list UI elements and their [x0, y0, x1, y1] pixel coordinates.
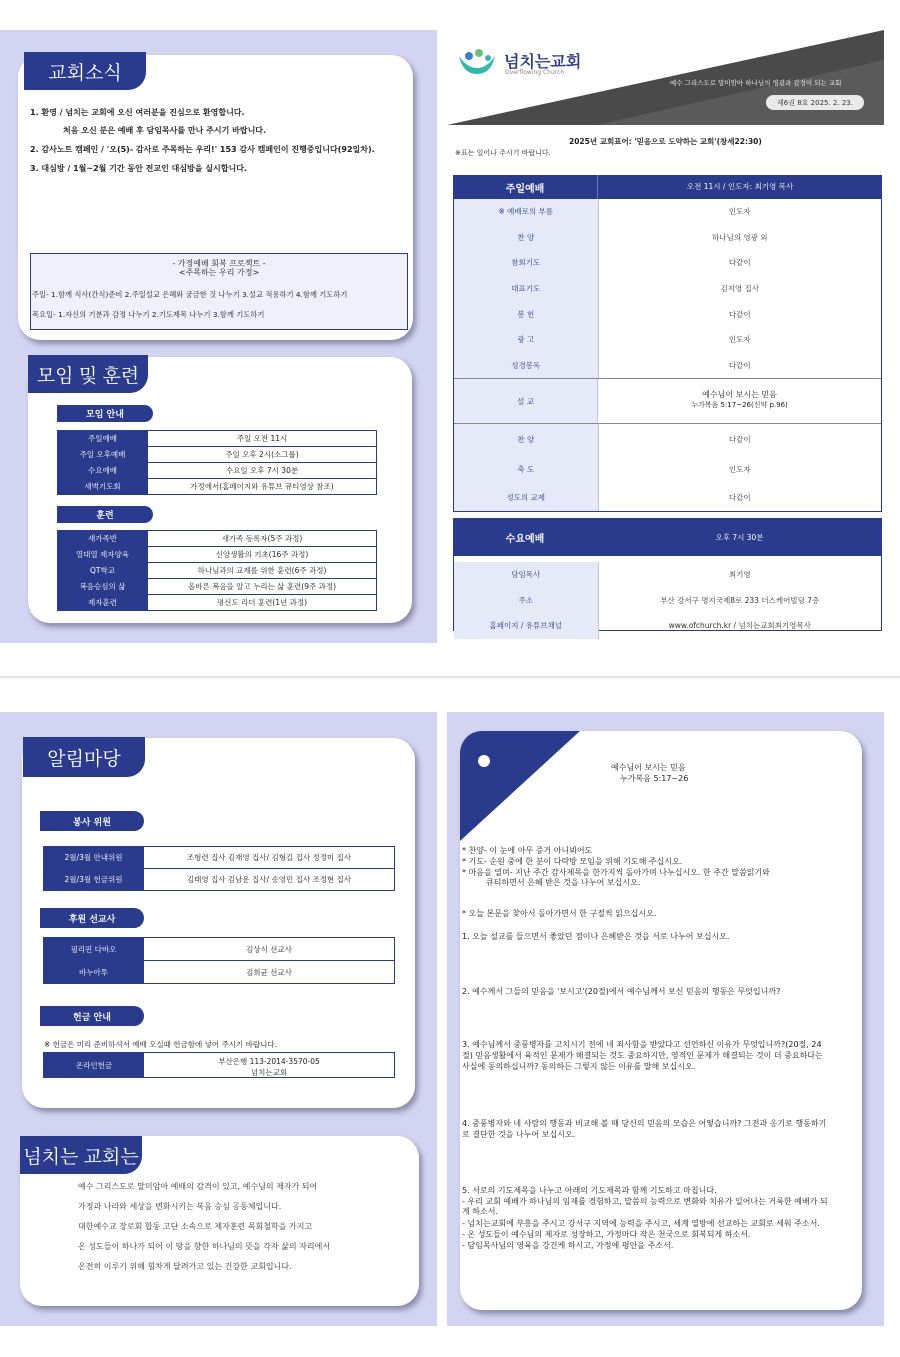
meet-value: 수요일 오후 7시 30분 — [148, 463, 377, 479]
after-key: 찬 양 — [454, 424, 598, 454]
project-title: - 가정예배 회복 프로젝트 - — [172, 259, 266, 268]
about-line: 가정과 나라와 세상을 변화시키는 복음 승심 공동체입니다. — [78, 1202, 282, 1211]
order-key: 봉 헌 — [454, 301, 598, 327]
info-value: 최기영 — [728, 570, 751, 580]
offer-key: 온라인헌금 — [44, 1053, 144, 1077]
question-4: 로 결단한 것을 나누어 보십시오. — [462, 1130, 576, 1139]
info-value: 부산 강서구 명지국제8로 233 더스케어빌딩 7층 — [660, 595, 820, 605]
info-key: 홈페이지 / 유튜브채널 — [454, 613, 598, 639]
mission-value: 김희균 선교사 — [144, 961, 395, 984]
order-value: 다같이 — [728, 309, 751, 319]
info-value: www.ofchurch.kr / 넘치는교회최기영목사 — [668, 621, 811, 631]
meet-key: 주일예배 — [58, 431, 148, 447]
news-item-1: 1. 환영 / 넘치는 교회에 오신 여러분을 진심으로 환영합니다. — [30, 108, 245, 117]
sermon-title: 예수님이 보시는 믿음 — [702, 390, 777, 399]
question-3: 사실에 동의하십니까? 동의하든 그렇지 않든 이유를 말해 보십시오. — [462, 1062, 696, 1071]
issue-badge: 제6권 8호 2025. 2. 23. — [766, 95, 864, 110]
mission-table — [43, 937, 395, 984]
mission-label: 후원 선교사 — [40, 908, 144, 928]
order-table — [454, 199, 881, 378]
train-value: 신앙생활의 기초(16주 과정) — [148, 547, 377, 563]
question-1: 1. 오늘 설교를 들으면서 좋았던 점이나 은혜받은 것을 서로 나누어 보십시오. — [462, 932, 730, 941]
study-head-title: 예수님이 보시는 믿음 — [611, 763, 686, 772]
motto: 예수 그리스도로 말미암아 하나님의 영광과 감정이 되는 교회 — [670, 79, 842, 87]
meet-key: 주일 오후예배 — [58, 447, 148, 463]
train-key: 새가족반 — [58, 531, 148, 547]
question-4: 4. 중풍병자와 네 사람의 행동과 비교해 볼 때 당신의 믿음의 모습은 어떻습니까? 그전과 응기로 행동하기 — [462, 1119, 827, 1128]
mission-key: 바누아투 — [44, 961, 144, 984]
sermon-key: 설 교 — [454, 379, 598, 423]
study-head-ref: 누가복음 5:17~26 — [620, 774, 689, 783]
wed-header — [453, 518, 882, 556]
train-key: 복음승심의 삶 — [58, 579, 148, 595]
mission-value: 김상식 선교사 — [144, 938, 395, 961]
opening-line: * 기도- 순원 중에 한 분이 다락방 모임을 위해 기도해 주십시오. — [462, 857, 683, 866]
meet-value: 주일 오전 11시 — [148, 431, 377, 447]
intro: * 오늘 본문을 찾아서 돌아가면서 한 구절씩 읽으십시오. — [462, 909, 657, 918]
order-key: 성경봉독 — [454, 353, 598, 379]
yearly-motto: 2025년 교회표어: '믿음으로 도약하는 교회'(창세22:30) — [569, 137, 762, 146]
opening-line: * 찬양- 이 눈에 아무 증거 아니뵈어도 — [462, 846, 593, 855]
prayer-item: - 넘치는교회에 부흥을 주시고 강서구 지역에 능력을 주시고, 세계 열방에 선교하는 교회로 세워 주소서. — [462, 1219, 820, 1228]
serve-value: 조형련 집사 김재영 집사/ 김형길 집사 정정미 집사 — [144, 847, 395, 869]
train-key: 제자훈련 — [58, 595, 148, 611]
about-line: 온 성도들이 하나가 되어 이 땅을 향한 하나님의 뜻을 각자 삶의 자리에서 — [78, 1242, 331, 1251]
after-value: 다같이 — [728, 493, 751, 502]
train-key: QT학교 — [58, 563, 148, 579]
meet-key: 수요예배 — [58, 463, 148, 479]
serve-key: 2월/3월 헌금위원 — [44, 869, 144, 891]
order-value: 인도자 — [728, 335, 751, 345]
about-line: 대한예수교 장로회 합동 고단 소속으로 제자훈련 목회철학을 가지고 — [78, 1222, 313, 1231]
prayer-item: - 온 성도들이 예수님의 제자로 성장하고, 가정마다 작은 천국으로 회복되게 하소서. — [462, 1230, 751, 1239]
order-key: ※ 예배로의 부름 — [454, 199, 598, 225]
news-item-1b: 처음 오신 분은 예배 후 담임목사를 만나 주시기 바랍니다. — [63, 126, 267, 135]
after-value: 다같이 — [728, 434, 751, 444]
about-title: 넘치는 교회는 — [20, 1136, 142, 1174]
about-line: 온전히 이루기 위해 힘차게 달려가고 있는 건강한 교회입니다. — [78, 1262, 292, 1271]
project-line-1: 주일- 1.함께 식사(간식)준비 2.주일설교 은혜와 궁금한 것 나누기 3.설교 적용하기 4.함께 기도하기 — [32, 290, 348, 299]
prayer-item: - 우리 교회 예배가 하나님의 임재를 경험하고, 말씀의 능력으로 변화와 치유가 일어나는 거룩한 예배가 되 — [462, 1197, 828, 1206]
question-2: 2. 예수께서 그들의 믿음을 '보시고'(20절)에서 예수님께서 보신 믿음의 행동은 무엇입니까? — [462, 987, 781, 996]
serve-value: 김태영 집사 김남운 집사/ 송영민 집사 조정현 집사 — [144, 869, 395, 891]
train-value: 평신도 리더 훈련(1년 과정) — [148, 595, 377, 611]
info-table — [454, 562, 881, 639]
info-key: 담임목사 — [454, 562, 598, 588]
order-value: 다같이 — [728, 360, 751, 370]
offer-note: ※ 헌금은 미리 준비하셔서 예배 오실때 헌금함에 넣어 주시기 바랍니다. — [44, 1040, 277, 1049]
train-label: 훈련 — [57, 506, 153, 523]
prayer-item: 게 하소서. — [462, 1207, 498, 1216]
logo-icon — [457, 48, 497, 78]
prayer-item: - 담임목사님의 영육을 강건케 하시고, 가정에 평안을 주소서. — [462, 1241, 674, 1250]
wed-head: 수요예배 — [505, 533, 545, 545]
train-value: 새가족 등록자(5주 과정) — [148, 531, 377, 547]
project-line-2: 목요일- 1.자신의 기분과 감정 나누기 2.기도제목 나누기 3.함께 기도하기 — [32, 310, 265, 319]
logo-sub: Overflowing Church — [505, 69, 565, 76]
mission-key: 필리핀 다바오 — [44, 938, 144, 961]
news-title: 교회소식 — [24, 52, 146, 90]
order-key: 대표기도 — [454, 276, 598, 302]
train-value: 하나님과의 교제를 위한 훈련(6주 과정) — [148, 563, 377, 579]
wed-info: 오후 7시 30분 — [715, 532, 764, 542]
stand-note: ※표는 일어나 주시기 바랍니다. — [455, 149, 551, 157]
news-item-3: 3. 대심방 / 1월~2월 기간 동안 전교인 대심방을 실시합니다. — [30, 164, 247, 173]
offer-account: 부산은행 113-2014-3570-05 — [218, 1057, 320, 1066]
project-subtitle: <주목하는 우리 가정> — [178, 268, 260, 277]
after-key: 축 도 — [454, 454, 598, 484]
meet-title: 모임 및 훈련 — [28, 355, 148, 393]
meet-value: 주일 오후 2시(소그룹) — [148, 447, 377, 463]
sermon-row — [454, 379, 881, 423]
study-title: 나눔 교재 — [509, 762, 571, 828]
train-value: 올바른 복음을 알고 누리는 삶 훈련(9주 과정) — [148, 579, 377, 595]
question-3: 절) 믿음생활에서 육적인 문제가 해결되는 것도 중요하지만, 영적인 문제가 해결되는 것이 더 중요하다는 — [462, 1051, 823, 1060]
question-3: 3. 예수님께서 중풍병자를 고치시기 전에 네 죄사함을 받았다고 선언하신 이유가 무엇입니까?(20절, 24 — [462, 1040, 822, 1049]
order-key: 찬 양 — [454, 225, 598, 251]
offer-label: 헌금 안내 — [40, 1006, 144, 1026]
opening-line: * 마음을 열며- 지난 주간 감사제목을 한가지씩 돌아가며 나누십시오. 한 주간 말씀읽기와 — [462, 868, 770, 877]
news-item-2: 2. 감사노트 캠페인 / '오(5)- 감사로 주목하는 우리!' 153 감사 캠페인이 진행중입니다(92일차). — [30, 145, 375, 154]
logo-text: 넘치는교회 — [504, 52, 582, 71]
meet-label: 모임 안내 — [57, 405, 153, 422]
offer-box — [43, 1052, 395, 1078]
train-table — [57, 530, 377, 611]
offer-holder: 넘치는교회 — [250, 1068, 288, 1077]
after-value: 인도자 — [728, 464, 751, 474]
sunday-info: 오전 11시 / 인도자: 최기영 목사 — [597, 175, 882, 199]
sunday-header — [453, 175, 882, 199]
opening-line: 큐티하면서 은혜 받은 것을 나누어 보십시오. — [486, 878, 641, 887]
train-key: 열대열 제자양육 — [58, 547, 148, 563]
question-5: 5. 서로의 기도제목을 나누고 아래의 기도제목과 함께 기도하고 마칩니다. — [462, 1186, 717, 1195]
serve-key: 2월/3월 안내위원 — [44, 847, 144, 869]
serve-table — [43, 846, 395, 891]
meet-key: 새벽기도회 — [58, 479, 148, 495]
order-value: 하나님의 영광 외 — [712, 232, 768, 242]
after-table — [454, 424, 881, 511]
meet-value: 가정에서(홈페이지와 유튜브 큐티영상 참조) — [148, 479, 377, 495]
order-value: 다같이 — [728, 258, 751, 268]
order-value: 인도자 — [728, 207, 751, 217]
order-key: 광 고 — [454, 327, 598, 353]
after-key: 성도의 교제 — [454, 484, 598, 511]
sermon-ref: 누가복음 5:17~26(신약 p.96) — [691, 401, 788, 409]
notice-title: 알림마당 — [23, 737, 145, 777]
about-line: 예수 그리스도로 말미암아 예배의 감격이 있고, 예수님의 제자가 되어 — [78, 1182, 318, 1191]
serve-label: 봉사 위원 — [40, 811, 144, 831]
sunday-head: 주일예배 — [505, 183, 545, 195]
info-key: 주소 — [454, 588, 598, 614]
order-value: 김지영 집사 — [720, 284, 760, 294]
order-key: 참회기도 — [454, 250, 598, 276]
meet-table — [57, 430, 377, 495]
